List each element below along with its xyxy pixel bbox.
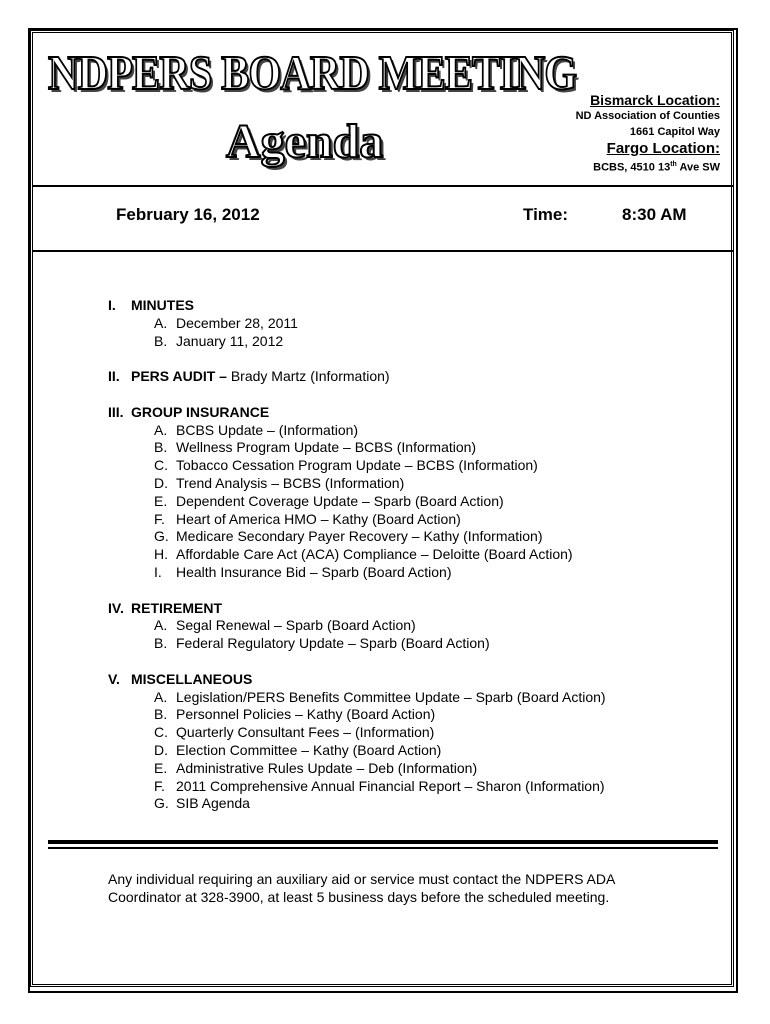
meeting-time-label: Time: xyxy=(523,205,569,224)
item-text: Segal Renewal – Sparb (Board Action) xyxy=(176,617,416,634)
agenda-item xyxy=(108,689,708,707)
section-title: RETIREMENT xyxy=(131,599,222,616)
location-block xyxy=(576,92,720,176)
section-heading xyxy=(108,297,708,315)
item-text: January 11, 2012 xyxy=(176,332,284,349)
item-letter: A. xyxy=(154,688,168,705)
date-divider xyxy=(32,250,734,252)
footer-divider xyxy=(48,840,718,844)
section-number: IV. xyxy=(108,599,124,616)
bismarck-location-line1: ND Association of Counties xyxy=(575,110,720,122)
agenda-section xyxy=(108,600,708,653)
meeting-date: February 16, 2012 xyxy=(116,205,260,224)
agenda-item xyxy=(108,706,708,724)
agenda-item xyxy=(108,333,708,351)
bismarck-location-line2: 1661 Capitol Way xyxy=(629,126,720,138)
item-letter: F. xyxy=(154,777,165,794)
item-letter: A. xyxy=(154,421,168,438)
agenda-item xyxy=(108,315,708,333)
meeting-title: NDPERS BOARD MEETING xyxy=(48,45,577,100)
agenda-item xyxy=(108,760,708,778)
item-text: Affordable Care Act (ACA) Compliance – Deloitte (Board Action) xyxy=(176,546,573,563)
item-text: Medicare Secondary Payer Recovery – Kathy (Information) xyxy=(176,528,543,545)
agenda-item xyxy=(108,742,708,760)
item-letter: B. xyxy=(154,439,168,456)
section-heading xyxy=(108,671,708,689)
item-letter: G. xyxy=(154,795,169,812)
item-letter: B. xyxy=(154,706,168,723)
item-text: Health Insurance Bid – Sparb (Board Action) xyxy=(176,563,452,580)
item-letter: E. xyxy=(154,492,168,509)
item-text: Election Committee – Kathy (Board Action) xyxy=(176,741,442,758)
section-title: GROUP INSURANCE xyxy=(131,403,270,420)
item-text: Tobacco Cessation Program Update – BCBS (Information) xyxy=(176,457,538,474)
item-letter: C. xyxy=(154,724,168,741)
item-text: 2011 Comprehensive Annual Financial Report – Sharon (Information) xyxy=(176,777,605,794)
agenda-item xyxy=(108,439,708,457)
item-letter: E. xyxy=(154,759,168,776)
agenda-list xyxy=(108,297,708,831)
item-text: Administrative Rules Update – Deb (Information) xyxy=(176,759,478,776)
item-letter: D. xyxy=(154,741,168,758)
agenda-item xyxy=(108,528,708,546)
item-text: Trend Analysis – BCBS (Information) xyxy=(176,474,405,491)
item-text: Heart of America HMO – Kathy (Board Action) xyxy=(176,510,461,527)
section-heading xyxy=(108,600,708,618)
section-number: III. xyxy=(108,403,124,420)
fargo-location-heading: Fargo Location: xyxy=(606,140,720,157)
agenda-item xyxy=(108,795,708,813)
agenda-item xyxy=(108,635,708,653)
agenda-item xyxy=(108,493,708,511)
item-letter: A. xyxy=(154,617,168,634)
item-text: Wellness Program Update – BCBS (Information) xyxy=(176,439,477,456)
agenda-item xyxy=(108,617,708,635)
fargo-location-line: BCBS, 4510 13th Ave SW xyxy=(593,161,720,174)
section-number: V. xyxy=(108,670,120,687)
agenda-item xyxy=(108,724,708,742)
agenda-item xyxy=(108,546,708,564)
item-letter: A. xyxy=(154,314,168,331)
section-title: MINUTES xyxy=(131,297,194,313)
item-letter: B. xyxy=(154,635,168,652)
item-text: SIB Agenda xyxy=(176,795,250,812)
agenda-item xyxy=(108,778,708,796)
header-divider xyxy=(32,185,734,187)
agenda-section xyxy=(108,671,708,813)
item-text: Personnel Policies – Kathy (Board Action) xyxy=(176,706,436,723)
item-letter: I. xyxy=(154,563,162,580)
bismarck-location-heading: Bismarck Location: xyxy=(590,92,720,108)
item-text: Federal Regulatory Update – Sparb (Board Action) xyxy=(176,635,490,652)
agenda-title: Agenda xyxy=(226,115,384,168)
agenda-item xyxy=(108,564,708,582)
item-text: December 28, 2011 xyxy=(176,314,298,331)
item-letter: C. xyxy=(154,457,168,474)
section-number: I. xyxy=(108,297,116,313)
item-letter: D. xyxy=(154,474,168,491)
ada-notice: Any individual requiring an auxiliary aid or service must contact the NDPERS ADA Coordinator at 328-3900, at least 5 business days before the scheduled meeting. xyxy=(108,871,615,905)
section-title: MISCELLANEOUS xyxy=(131,670,253,687)
item-letter: G. xyxy=(154,528,169,545)
agenda-item xyxy=(108,511,708,529)
item-text: Quarterly Consultant Fees – (Information) xyxy=(176,724,435,741)
agenda-section xyxy=(108,297,708,350)
agenda-item xyxy=(108,422,708,440)
section-heading xyxy=(108,404,708,422)
section-number: II. xyxy=(108,368,120,385)
section-detail: Brady Martz (Information) xyxy=(226,368,390,385)
item-text: BCBS Update – (Information) xyxy=(176,421,359,438)
item-text: Legislation/PERS Benefits Committee Update – Sparb (Board Action) xyxy=(176,688,606,705)
agenda-item xyxy=(108,457,708,475)
agenda-section xyxy=(108,404,708,582)
item-letter: F. xyxy=(154,510,165,527)
agenda-item xyxy=(108,475,708,493)
footer-divider-thin xyxy=(48,847,718,849)
item-text: Dependent Coverage Update – Sparb (Board Action) xyxy=(176,492,504,509)
item-letter: H. xyxy=(154,546,168,563)
meeting-time-value: 8:30 AM xyxy=(622,205,687,224)
item-letter: B. xyxy=(154,332,168,349)
section-heading xyxy=(108,368,708,386)
section-title: PERS AUDIT – xyxy=(131,368,227,385)
agenda-section xyxy=(108,368,708,386)
